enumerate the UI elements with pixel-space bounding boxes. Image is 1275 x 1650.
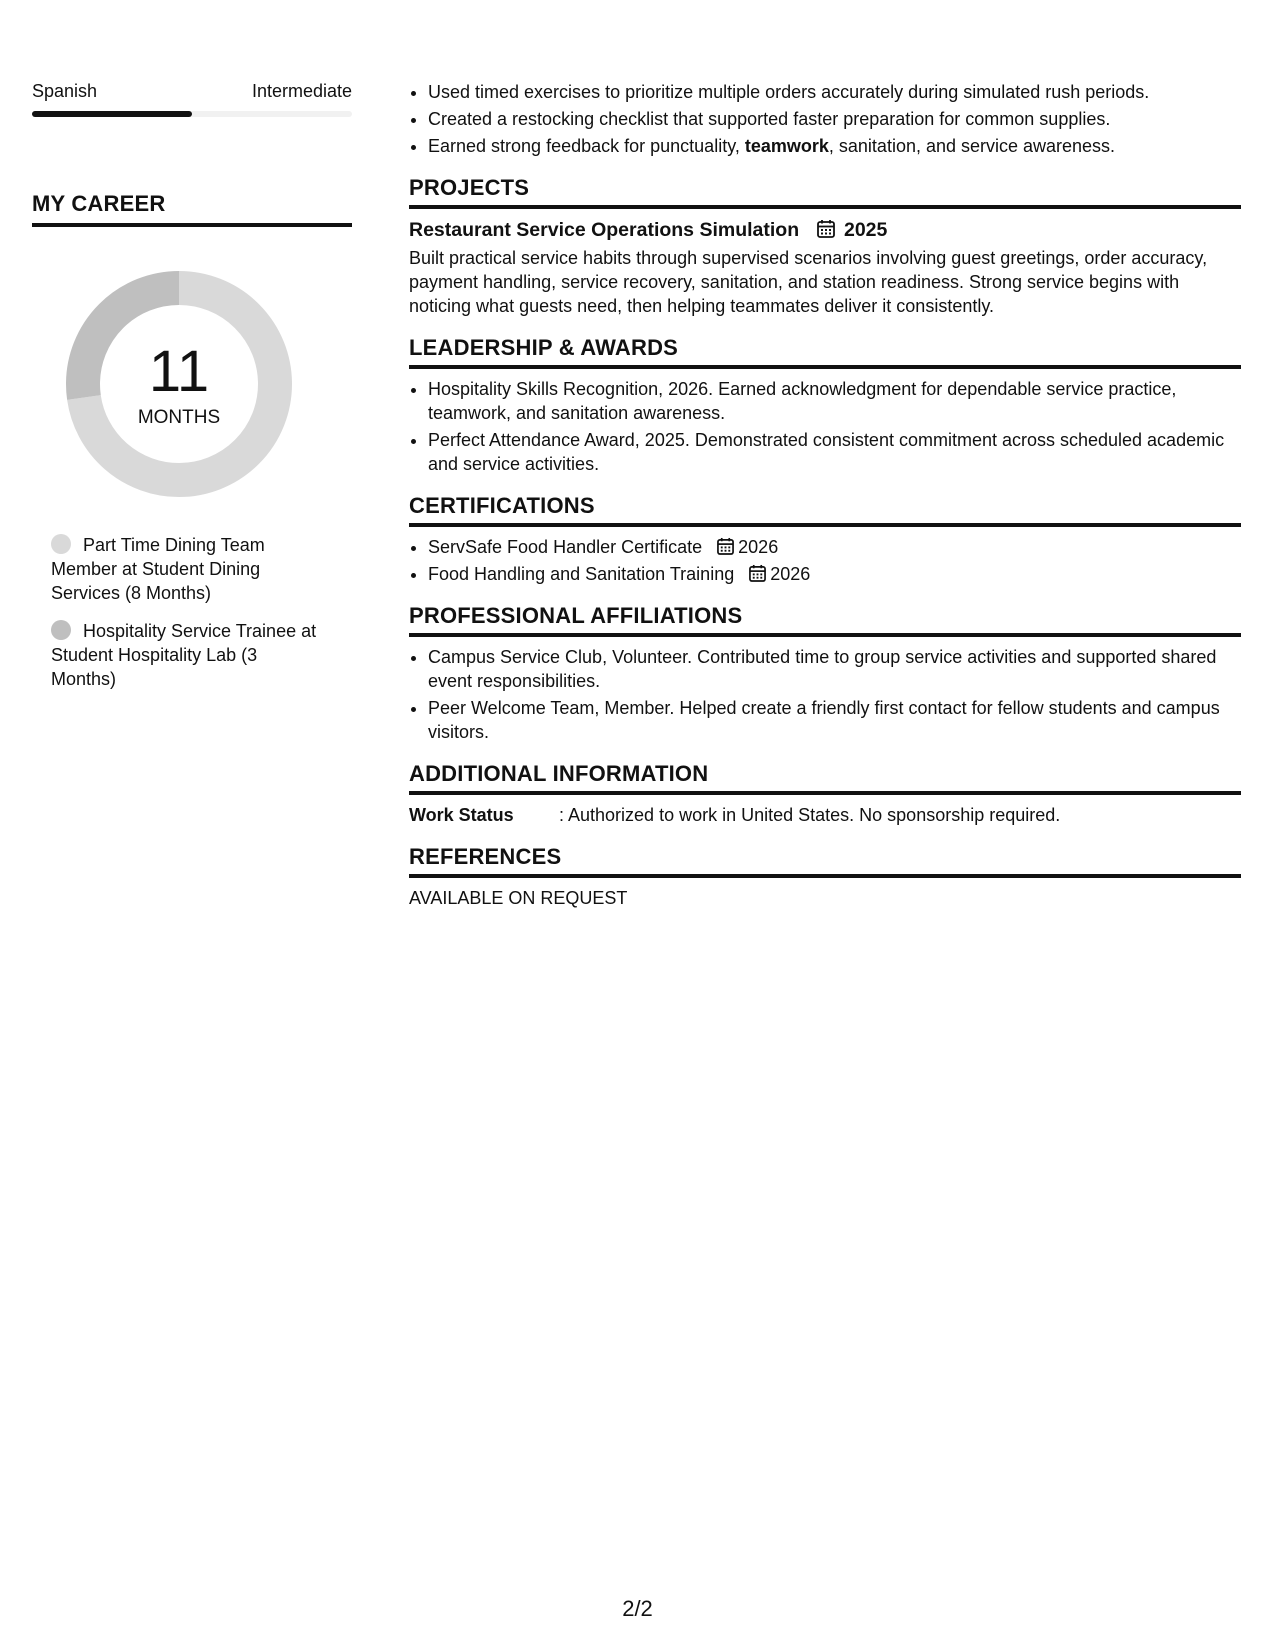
career-legend-label: Hospitality Service Trainee at Student Hospitality Lab (3 Months) <box>51 621 317 689</box>
project-description: Built practical service habits through supervised scenarios involving guest greetings, order accuracy, payment handling, service recovery, sanitation, and station readiness. Strong service begins with noticing what guests need, then helping teammates deliver it consistently. <box>409 248 1208 316</box>
career-total-number: 11 <box>148 339 210 404</box>
experience-bullet <box>428 134 1241 158</box>
right-column <box>409 80 1241 910</box>
certifications-list <box>409 535 1241 586</box>
legend-dot <box>51 534 71 554</box>
awards-heading: LEADERSHIP & AWARDS <box>409 335 1241 369</box>
certification-name: ServSafe Food Handler Certificate <box>428 537 703 557</box>
career-legend-label: Part Time Dining Team Member at Student Dining Services (8 Months) <box>51 535 265 603</box>
language-proficiency-fill <box>32 111 192 117</box>
calendar-icon <box>717 537 734 555</box>
award-item: • Hospitality Skills Recognition, 2026. Earned acknowledgment for dependable service practice, teamwork, and sanitation awareness. <box>428 377 1241 425</box>
references-text: AVAILABLE ON REQUEST <box>409 888 628 908</box>
experience-bullet: • Created a restocking checklist that supported faster preparation for common supplies. <box>428 107 1241 131</box>
left-column <box>32 80 352 705</box>
career-legend-item <box>51 533 321 605</box>
awards-list <box>409 377 1241 476</box>
affiliation-item: • Campus Service Club, Volunteer. Contributed time to group service activities and supported shared event responsibilities. <box>428 645 1241 693</box>
award-item: • Perfect Attendance Award, 2025. Demonstrated consistent commitment across scheduled academic and service activities. <box>428 428 1241 476</box>
career-total-unit: MONTHS <box>137 407 221 428</box>
career-legend <box>32 533 321 691</box>
project-title-row <box>409 217 1241 243</box>
language-proficiency-bar <box>32 111 352 117</box>
references-heading: REFERENCES <box>409 844 1241 878</box>
language-row <box>32 80 352 102</box>
project-year: 2025 <box>843 219 888 241</box>
affiliations-list <box>409 645 1241 744</box>
certification-name: Food Handling and Sanitation Training <box>428 564 735 584</box>
language-level: Intermediate <box>251 81 352 101</box>
legend-dot <box>51 620 71 640</box>
career-legend-item <box>51 619 321 691</box>
certifications-heading: CERTIFICATIONS <box>409 493 1241 527</box>
experience-bullets <box>409 80 1241 158</box>
bullet-bold-text: teamwork <box>744 136 829 156</box>
language-name: Spanish <box>32 81 98 101</box>
experience-bullet: • Used timed exercises to prioritize multiple orders accurately during simulated rush periods. <box>428 80 1241 104</box>
affiliations-heading: PROFESSIONAL AFFILIATIONS <box>409 603 1241 637</box>
work-status-value: : Authorized to work in United States. No sponsorship required. <box>559 805 1061 825</box>
calendar-icon <box>749 564 766 582</box>
career-heading: MY CAREER <box>32 191 352 227</box>
affiliation-item: • Peer Welcome Team, Member. Helped create a friendly first contact for fellow students and campus visitors. <box>428 696 1241 744</box>
work-status-label: Work Status <box>409 805 514 825</box>
page-number: 2/2 <box>622 1596 653 1621</box>
calendar-icon <box>817 219 835 238</box>
projects-heading: PROJECTS <box>409 175 1241 209</box>
project-title: Restaurant Service Operations Simulation <box>409 219 800 241</box>
certification-year: 2026 <box>770 564 811 584</box>
career-donut-chart <box>66 271 292 497</box>
bullet-text: Earned strong feedback for punctuality, <box>428 136 745 156</box>
certification-item <box>428 535 1241 559</box>
bullet-text: , sanitation, and service awareness. <box>828 136 1116 156</box>
additional-info-heading: ADDITIONAL INFORMATION <box>409 761 1241 795</box>
certification-item <box>428 562 1241 586</box>
work-status-row <box>409 803 1241 827</box>
certification-year: 2026 <box>738 537 779 557</box>
